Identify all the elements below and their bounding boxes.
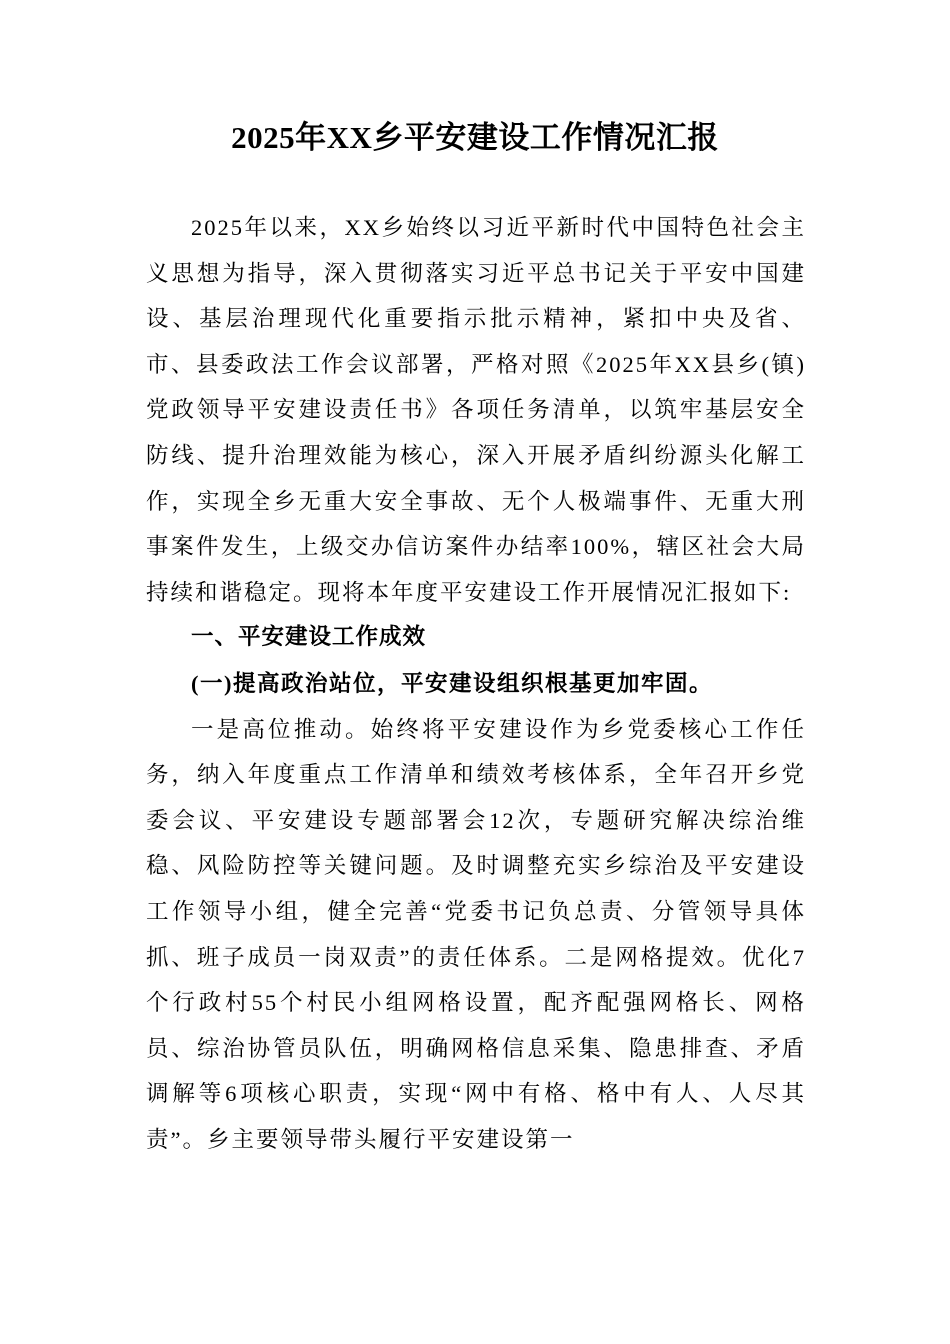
document-body [146,205,806,1162]
document-title: 2025年XX乡平安建设工作情况汇报 [231,120,719,155]
subsection-heading: (一)提高政治站位，平安建设组织根基更加牢固。 [191,670,713,696]
body-paragraph: 一是高位推动。始终将平安建设作为乡党委核心工作任务，纳入年度重点工作清单和绩效考核体系，全年召开乡党委会议、平安建设专题部署会12次，专题研究解决综治维稳、风险防控等关键问题。及时调整充实乡综治及平安建设工作领导小组，健全完善“党委书记负总责、分管领导具体抓、班子成员一岗双责”的责任体系。二是网格提效。优化7个行政村55个村民小组网格设置，配齐配强网格长、网格员、综治协管员队伍，明确网格信息采集、隐患排查、矛盾调解等6项核心职责，实现“网中有格、格中有人、人尽其责”。乡主要领导带头履行平安建设第一 [146,716,806,1152]
intro-paragraph: 2025年以来，XX乡始终以习近平新时代中国特色社会主义思想为指导，深入贯彻落实习近平总书记关于平安中国建设、基层治理现代化重要指示批示精神，紧扣中央及省、市、县委政法工作会议部署，严格对照《2025年XX县乡(镇)党政领导平安建设责任书》各项任务清单，以筑牢基层安全防线、提升治理效能为核心，深入开展矛盾纠纷源头化解工作，实现全乡无重大安全事故、无个人极端事件、无重大刑事案件发生，上级交办信访案件办结率100%，辖区社会大局持续和谐稳定。现将本年度平安建设工作开展情况汇报如下: [146,215,806,605]
section-heading: 一、平安建设工作成效 [191,624,427,651]
